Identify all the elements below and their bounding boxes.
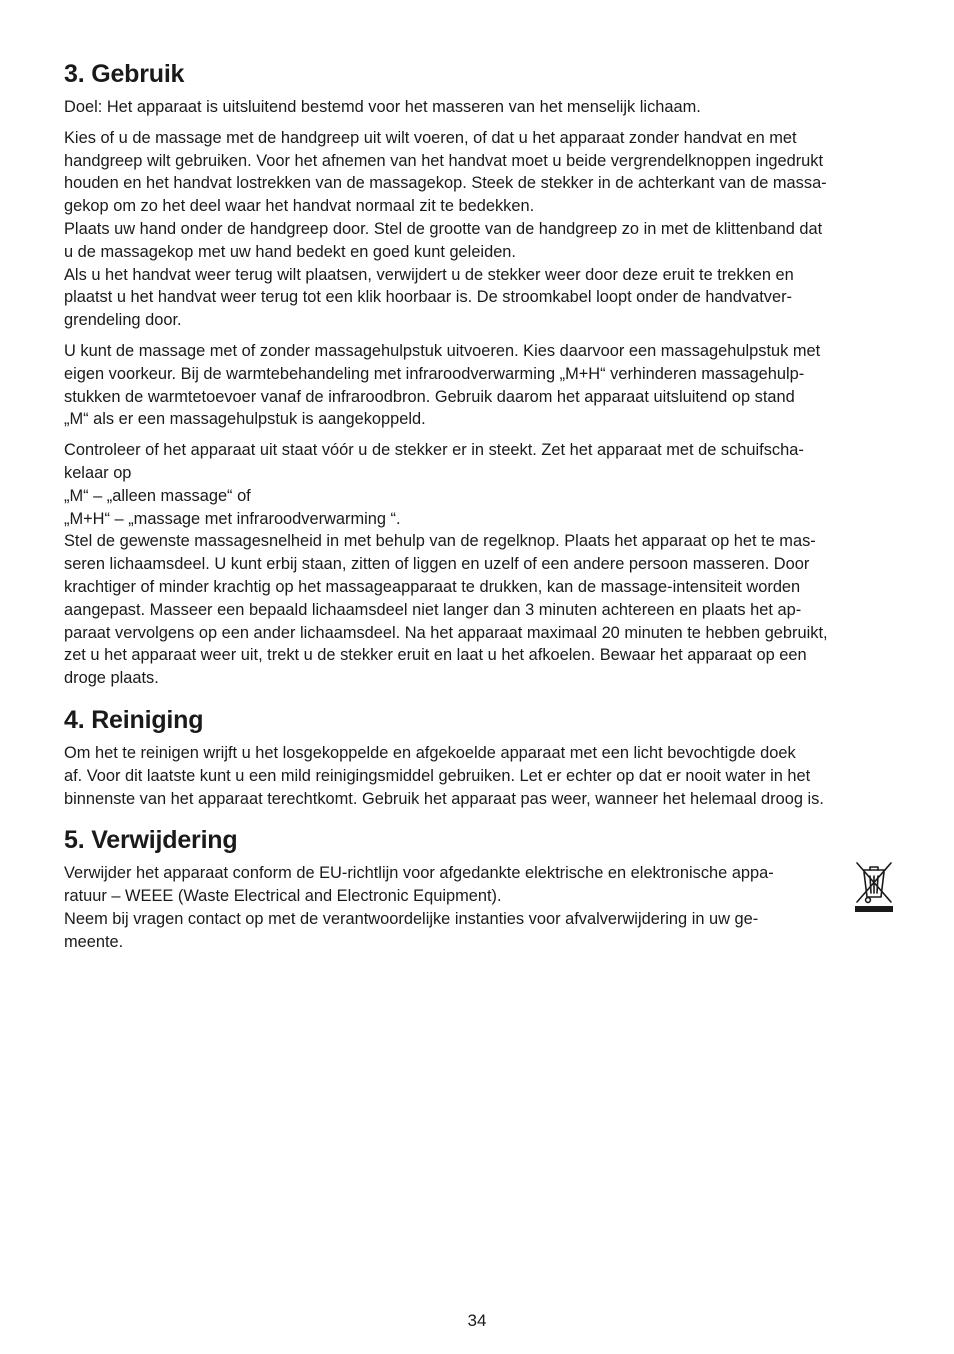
- page-number: 34: [467, 1311, 487, 1330]
- paragraph: Om het te reinigen wrijft u het losgekoppelde en afgekoelde apparaat met een licht bevochtigde doek af. Voor dit laatste kunt u een mild reinigingsmiddel gebruiken. Let er echter op dat er nooit water in het binnenste van het apparaat terechtkomt. Gebruik het apparaat pas weer, wanneer het helemaal droog is.: [64, 743, 824, 808]
- paragraph: Kies of u de massage met de handgreep uit wilt voeren, of dat u het apparaat zonder handvat en met handgreep wilt gebruiken. Voor het afnemen van het handvat moet u beide vergrendelknoppen ingedrukt houden en het handvat lostrekken van de massagekop. Steek de stekker in de achterkant van de massa- gekop om zo het deel waar het handvat normaal zit te bedekken. Plaats uw hand onder de handgreep door. Stel de grootte van de handgreep zo in met de klittenband dat u de massagekop met uw hand bedekt en goed kunt geleiden. Als u het handvat weer terug wilt plaatsen, verwijdert u de stekker weer door deze eruit te trekken en plaatst u het handvat weer terug tot een klik hoorbaar is. De stroomkabel loopt onder de handvatver- grendeling door.: [64, 128, 827, 330]
- paragraph: Controleer of het apparaat uit staat vóór u de stekker er in steekt. Zet het apparaat met de schuifscha- kelaar op „M“ – „alleen massage“ of „M+H“ – „massage met infraroodverwarming “. Stel de gewenste massagesnelheid in met behulp van de regelknop. Plaats het apparaat op het te mas- seren lichaamsdeel. U kunt erbij staan, zitten of liggen en uzelf of een andere persoon masseren. Door krachtiger of minder krachtig op het massageapparaat te drukken, kan de massage-intensiteit worden aangepast. Masseer een bepaald lichaamsdeel niet langer dan 3 minuten achtereen en plaats het ap- paraat vervolgens op een ander lichaamsdeel. Na het apparaat maximaal 20 minuten te hebben gebruikt, zet u het apparaat weer uit, trekt u de stekker eruit en laat u het afkoelen. Bewaar het apparaat op een droge plaats.: [64, 441, 828, 688]
- heading-verwijdering: 5. Verwijdering: [64, 826, 238, 855]
- paragraph: U kunt de massage met of zonder massagehulpstuk uitvoeren. Kies daarvoor een massagehulpstuk met eigen voorkeur. Bij de warmtebehandeling met infraroodverwarming „M+H“ verhinderen massagehulp- stukken de warmtetoevoer vanaf de infraroodbron. Gebruik daarom het apparaat uitsluitend op stand „M“ als er een massagehulpstuk is aangekoppeld.: [64, 341, 821, 429]
- paragraph: Verwijder het apparaat conform de EU-richtlijn voor afgedankte elektrische en elektronische appa- ratuur – WEEE (Waste Electrical and Electronic Equipment). Neem bij vragen contact op met de verantwoordelijke instanties voor afvalverwijdering in uw ge- meente.: [64, 864, 774, 951]
- section-verwijdering: [64, 824, 892, 953]
- section-reiniging: [64, 704, 892, 810]
- heading-gebruik: 3. Gebruik: [64, 60, 185, 88]
- heading-reiniging: 4. Reiniging: [64, 705, 204, 734]
- paragraph: Doel: Het apparaat is uitsluitend bestemd voor het masseren van het menselijk lichaam.: [64, 98, 701, 116]
- page-content: [64, 58, 892, 954]
- section-gebruik: [64, 58, 892, 690]
- crossed-out-wheelie-bin-icon: [854, 860, 894, 914]
